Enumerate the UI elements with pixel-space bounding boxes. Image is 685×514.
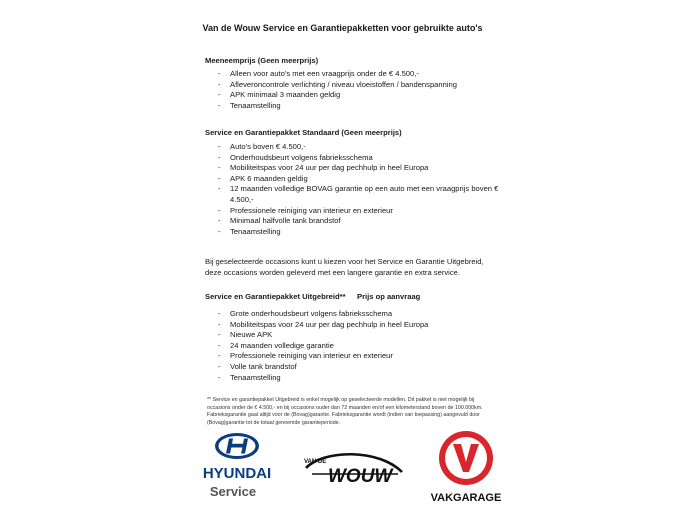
list-item: - Tenaamstelling	[218, 227, 518, 238]
list-item: - Minimaal halfvolle tank brandstof	[218, 216, 518, 227]
list-item: - Tenaamstelling	[218, 101, 518, 112]
list-item: - Mobiliteitspas voor 24 uur per dag pechhulp in heel Europa	[218, 163, 518, 174]
list-item: - Tenaamstelling	[218, 373, 518, 384]
vakgarage-logo	[428, 429, 504, 505]
price-on-request-label: Prijs op aanvraag	[357, 292, 421, 301]
list-item: - Afleveroncontrole verlichting / niveau vloeistoffen / bandenspanning	[218, 80, 518, 91]
van-de-wouw-logo	[298, 448, 406, 488]
footnote: ** Service en garantiepakket Uitgebreid is enkel mogelijk op geselecteerde modellen. Dit pakket is niet mogelijk bij occasions onder de € 4.500,- en bij occasions ouder dan 72 maanden en/of een kilometerstand boven de 100.000km. Fabrieksgarantie gaat altijd voor de (Bovag)garantie. Fabrieksgarantie wordt (indien van toepassing) aangevuld door (Bovag)garantie tot de totaal genoemde garantieperiode.	[207, 397, 483, 426]
section-heading-uitgebreid	[205, 292, 421, 301]
vakgarage-wordmark: VAKGARAGE	[430, 492, 502, 504]
list-item: - 24 maanden volledige garantie	[218, 341, 518, 352]
wouw-car-icon	[298, 448, 406, 488]
list-item: - Professionele reiniging van interieur en exterieur	[218, 206, 518, 217]
document-title: Van de Wouw Service en Garantiepakketten voor gebruikte auto's	[202, 23, 483, 33]
list-item: - Grote onderhoudsbeurt volgens fabrieksschema	[218, 309, 518, 320]
hyundai-wordmark: HYUNDAI	[202, 465, 272, 482]
wouw-small-text: VAN DE	[304, 459, 327, 465]
bullet-list-standaard	[218, 142, 518, 237]
hyundai-emblem-icon	[198, 432, 276, 500]
bullet-list-uitgebreid	[218, 309, 518, 383]
list-item: - Onderhoudsbeurt volgens fabrieksschema	[218, 153, 518, 164]
list-item: - APK 6 maanden geldig	[218, 174, 518, 185]
list-item: - Nieuwe APK	[218, 330, 518, 341]
vakgarage-emblem-icon	[428, 429, 504, 505]
hyundai-service-logo	[198, 432, 276, 500]
list-item: - Alleen voor auto's met een vraagprijs onder de € 4.500,-	[218, 69, 518, 80]
list-item: - 12 maanden volledige BOVAG garantie op een auto met een vraagprijs boven € 4.500,-	[218, 184, 518, 205]
info-paragraph: Bij geselecteerde occasions kunt u kiezen voor het Service en Garantie Uitgebreid, deze occasions worden geleverd met een langere garantie en extra service.	[205, 257, 484, 277]
list-item: - Mobiliteitspas voor 24 uur per dag pechhulp in heel Europa	[218, 320, 518, 331]
wouw-wordmark: WOUW	[328, 466, 393, 487]
list-item: - APK minimaal 3 maanden geldig	[218, 90, 518, 101]
section-heading-meeneemprijs: Meeneemprijs (Geen meerprijs)	[205, 56, 319, 65]
section-heading-standaard: Service en Garantiepakket Standaard (Geen meerprijs)	[205, 128, 402, 137]
hyundai-service-wordmark: Service	[209, 484, 257, 499]
list-item: - Volle tank brandstof	[218, 362, 518, 373]
section-heading-uitgebreid-label: Service en Garantiepakket Uitgebreid**	[205, 292, 346, 301]
list-item: - Professionele reiniging van interieur en exterieur	[218, 351, 518, 362]
list-item: - Auto's boven € 4.500,-	[218, 142, 518, 153]
bullet-list-meeneemprijs	[218, 69, 518, 111]
